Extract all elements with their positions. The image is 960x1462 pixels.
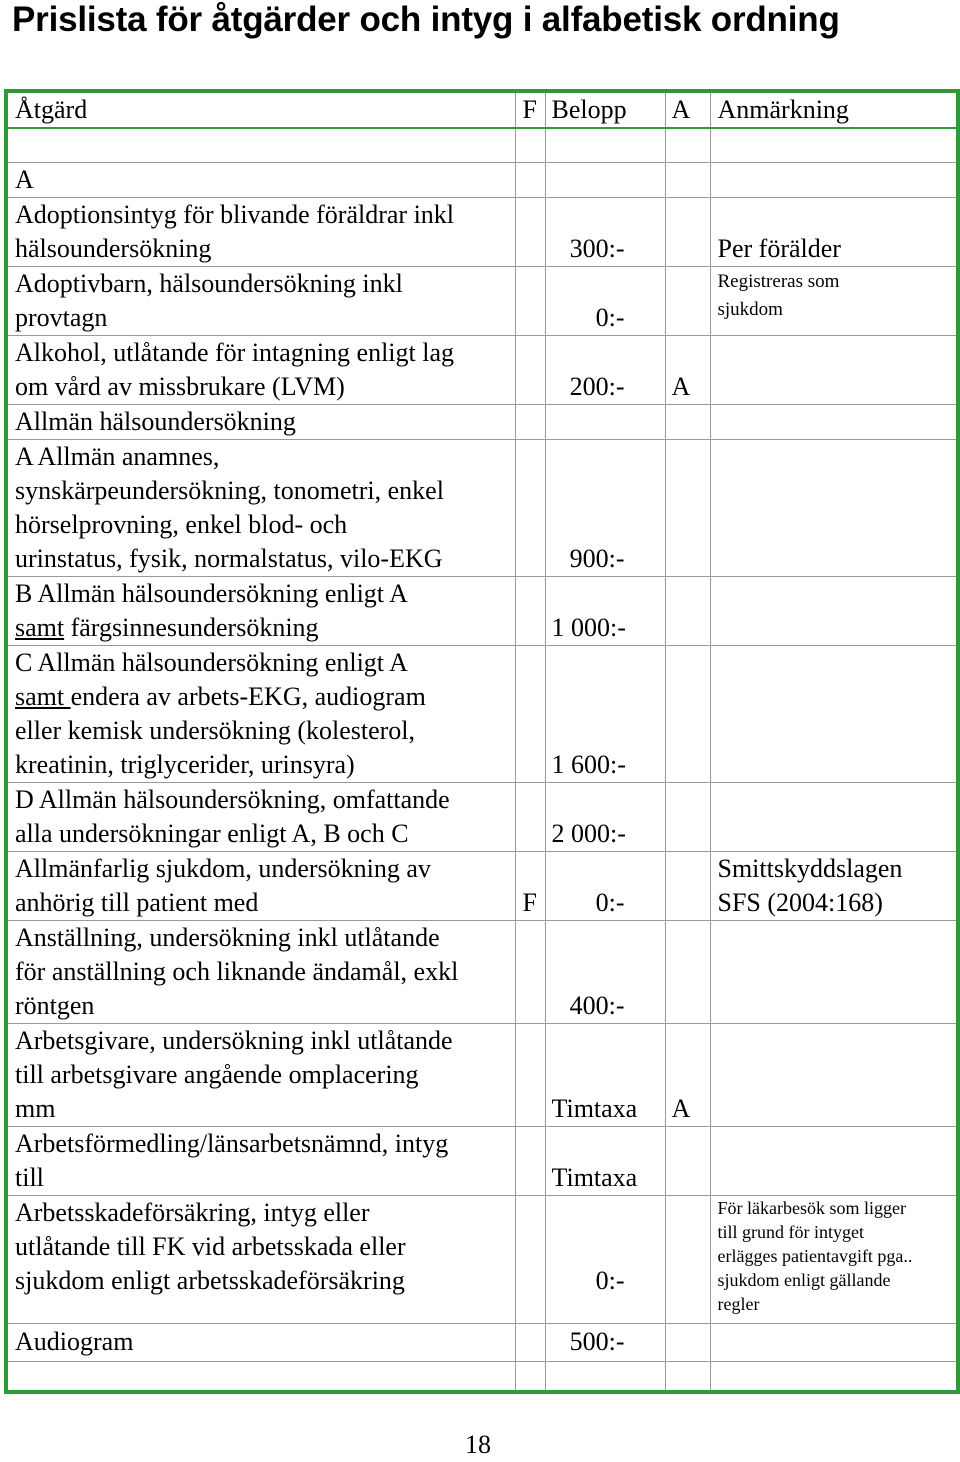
amount-cell: 1 000:- <box>545 576 665 645</box>
column-header-f: F <box>515 91 545 128</box>
amount-cell: 300:- <box>545 197 665 266</box>
column-header-amount: Belopp <box>545 91 665 128</box>
note-cell: Registreras som sjukdom <box>710 266 958 335</box>
table-row-spacer <box>6 1361 958 1392</box>
action-cell: Arbetsskadeförsäkring, intyg eller utlåtande till FK vid arbetsskada eller sjukdom enligt arbetsskadeförsäkring <box>6 1195 515 1323</box>
a-cell: A <box>665 1023 710 1126</box>
table-header-row <box>6 91 958 128</box>
section-heading: A <box>6 162 515 197</box>
action-cell: Arbetsförmedling/länsarbetsnämnd, intyg till <box>6 1126 515 1195</box>
note-cell: Per förälder <box>710 197 958 266</box>
action-cell: C Allmän hälsoundersökning enligt A samt endera av arbets-EKG, audiogram eller kemisk undersökning (kolesterol, kreatinin, triglycerider, urinsyra) <box>6 645 515 782</box>
action-cell: B Allmän hälsoundersökning enligt A samt färgsinnesundersökning <box>6 576 515 645</box>
table-row <box>6 576 958 645</box>
column-header-action: Åtgärd <box>6 91 515 128</box>
action-cell: Anställning, undersökning inkl utlåtande för anställning och liknande ändamål, exkl röntgen <box>6 920 515 1023</box>
amount-cell: 0:- <box>545 266 665 335</box>
table-row <box>6 439 958 576</box>
table-row <box>6 1323 958 1361</box>
amount-cell: 2 000:- <box>545 782 665 851</box>
action-cell: D Allmän hälsoundersökning, omfattande alla undersökningar enligt A, B och C <box>6 782 515 851</box>
table-row <box>6 404 958 439</box>
table-row-spacer <box>6 128 958 162</box>
page-number: 18 <box>465 1430 491 1459</box>
amount-cell: 900:- <box>545 439 665 576</box>
column-header-a: A <box>665 91 710 128</box>
action-cell: Adoptivbarn, hälsoundersökning inkl provtagn <box>6 266 515 335</box>
table-row <box>6 1126 958 1195</box>
action-cell: A Allmän anamnes, synskärpeundersökning, tonometri, enkel hörselprovning, enkel blod- och urinstatus, fysik, normalstatus, vilo-EKG <box>6 439 515 576</box>
amount-cell: 200:- <box>545 335 665 404</box>
action-cell: Audiogram <box>6 1323 515 1361</box>
action-cell: Adoptionsintyg för blivande föräldrar inkl hälsoundersökning <box>6 197 515 266</box>
amount-cell: Timtaxa <box>545 1126 665 1195</box>
table-row-section-a <box>6 162 958 197</box>
amount-cell: 0:- <box>545 851 665 920</box>
action-cell: Allmän hälsoundersökning <box>6 404 515 439</box>
column-header-note: Anmärkning <box>710 91 958 128</box>
table-row <box>6 1023 958 1126</box>
amount-cell: 400:- <box>545 920 665 1023</box>
table-row <box>6 197 958 266</box>
amount-cell: 500:- <box>545 1323 665 1361</box>
price-table <box>4 89 960 1394</box>
table-row <box>6 1195 958 1323</box>
table-row <box>6 335 958 404</box>
page-title: Prislista för åtgärder och intyg i alfabetisk ordning <box>12 0 840 39</box>
action-cell: Allmänfarlig sjukdom, undersökning av anhörig till patient med <box>6 851 515 920</box>
table-row <box>6 920 958 1023</box>
note-cell: Smittskyddslagen SFS (2004:168) <box>710 851 958 920</box>
table-row <box>6 782 958 851</box>
amount-cell: 1 600:- <box>545 645 665 782</box>
a-cell: A <box>665 335 710 404</box>
action-cell: Alkohol, utlåtande för intagning enligt lag om vård av missbrukare (LVM) <box>6 335 515 404</box>
amount-cell: 0:- <box>545 1195 665 1323</box>
action-cell: Arbetsgivare, undersökning inkl utlåtande till arbetsgivare angående omplacering mm <box>6 1023 515 1126</box>
table-row <box>6 645 958 782</box>
table-row <box>6 266 958 335</box>
table-row <box>6 851 958 920</box>
amount-cell: Timtaxa <box>545 1023 665 1126</box>
note-cell: För läkarbesök som ligger till grund för intyget erlägges patientavgift pga.. sjukdom enligt gällande regler <box>710 1195 958 1323</box>
f-cell: F <box>515 851 545 920</box>
